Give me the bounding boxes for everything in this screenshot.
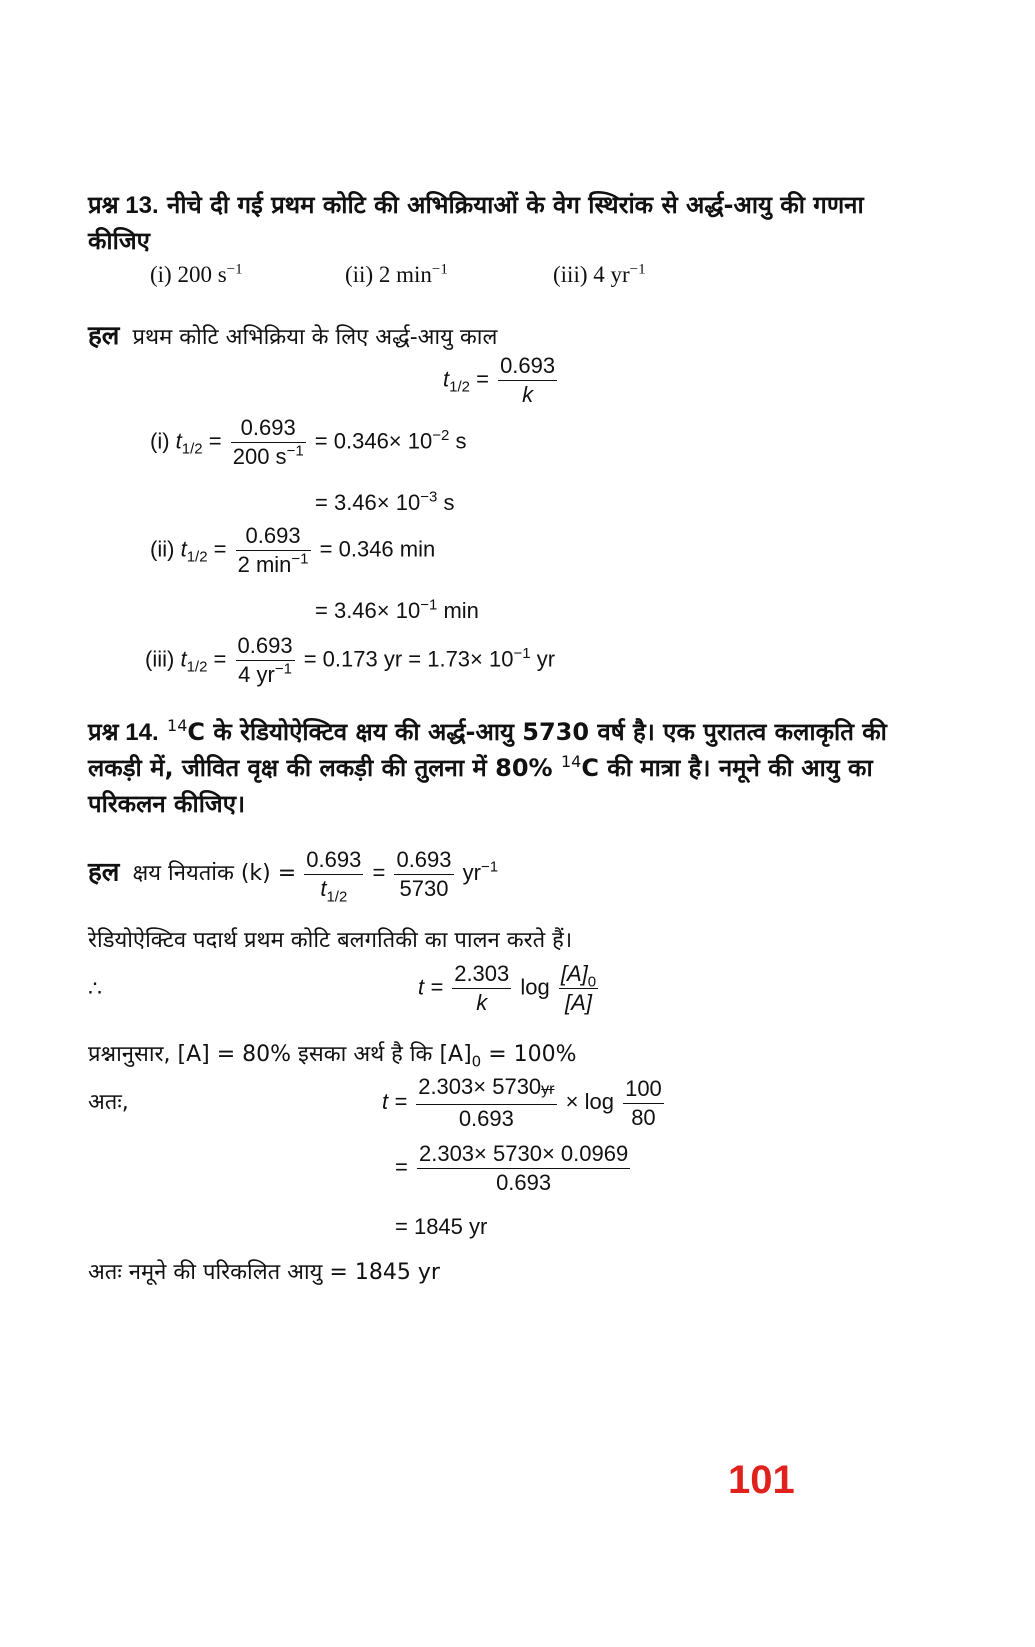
calc-i-line2: = $3.46\times 10^{-3}$ s [315, 488, 455, 515]
therefore-symbol: ∴ [88, 976, 102, 1001]
given-condition: प्रश्नानुसार, [A] = 80% इसका अर्थ है कि $[A]_0 = 100\%$ [88, 1042, 577, 1071]
final-answer: अतः नमूने की परिकलित आयु = 1845 yr [88, 1260, 440, 1285]
question-14-line3: परिकलन कीजिए। [88, 790, 246, 818]
age-calc-step1: t = $\frac{2.303\times 5730yr}{0.693}$ × log $\frac{100}{80}$ [382, 1074, 662, 1131]
option-iii: (iii) 4 $yr^{-1}$ [553, 261, 646, 287]
question-13-label: प्रश्न 13. [88, 192, 159, 219]
half-life-formula: $t_{1/2}$ = $\frac{0.693}{k}$ [443, 353, 556, 407]
age-calc-result: = 1845 yr [395, 1214, 488, 1239]
solution-13-intro: हल प्रथम कोटि अभिक्रिया के लिए अर्द्ध-आयु काल [88, 321, 498, 351]
option-i: (i) 200 $s^{-1}$ [150, 261, 243, 287]
solution-label: हल [88, 321, 120, 351]
first-order-formula: t = $\frac{2.303}{k}$ log $\frac{[A]_0}{[A]}$ [418, 961, 597, 1015]
question-13-text-line2: कीजिए [88, 227, 150, 255]
solution-14-decay-constant: हल क्षय नियतांक (k) = $\frac{0.693}{t_{1/2}}$ = $\frac{0.693}{5730}$ $yr^{-1}$ [88, 847, 499, 906]
question-13-text-line1: नीचे दी गई प्रथम कोटि की अभिक्रियाओं के वेग स्थिरांक से अर्द्ध-आयु की गणना [167, 191, 864, 219]
age-calc-step2: = $\frac{2.303\times 5730\times 0.0969}{0.693}$ [395, 1141, 629, 1195]
question-14-line2: लकड़ी में, जीवित वृक्ष की लकड़ी की तुलना में 80% $^{14}$C की मात्रा है। नमूने की आयु का [88, 752, 873, 782]
option-ii: (ii) 2 $\min^{-1}$ [345, 261, 448, 287]
calc-i-line1: (i) $t_{1/2}$ = $\frac{0.693}{200 s^{-1}}$ = $0.346\times 10^{-2}$ s [150, 415, 467, 469]
question-13 [88, 187, 864, 224]
calc-iii: (iii) $t_{1/2}$ = $\frac{0.693}{4 yr^{-1}}$ = 0.173 yr = $1.73\times 10^{-1}$ yr [145, 633, 556, 687]
calc-ii-line2: = $3.46\times 10^{-1}$ min [315, 596, 479, 623]
question-14-line1: प्रश्न 14. $^{14}$C के रेडियोऐक्टिव क्षय की अर्द्ध-आयु 5730 वर्ष है। एक पुरातत्व कलाकृति की [88, 716, 887, 746]
page-number: 101 [728, 1458, 795, 1502]
first-order-statement: रेडियोऐक्टिव पदार्थ प्रथम कोटि बलगतिकी का पालन करते हैं। [88, 928, 573, 953]
calc-ii-line1: (ii) $t_{1/2}$ = $\frac{0.693}{2 \min^{-1}}$ = 0.346 min [150, 523, 436, 577]
hence-label: अतः, [88, 1090, 129, 1115]
